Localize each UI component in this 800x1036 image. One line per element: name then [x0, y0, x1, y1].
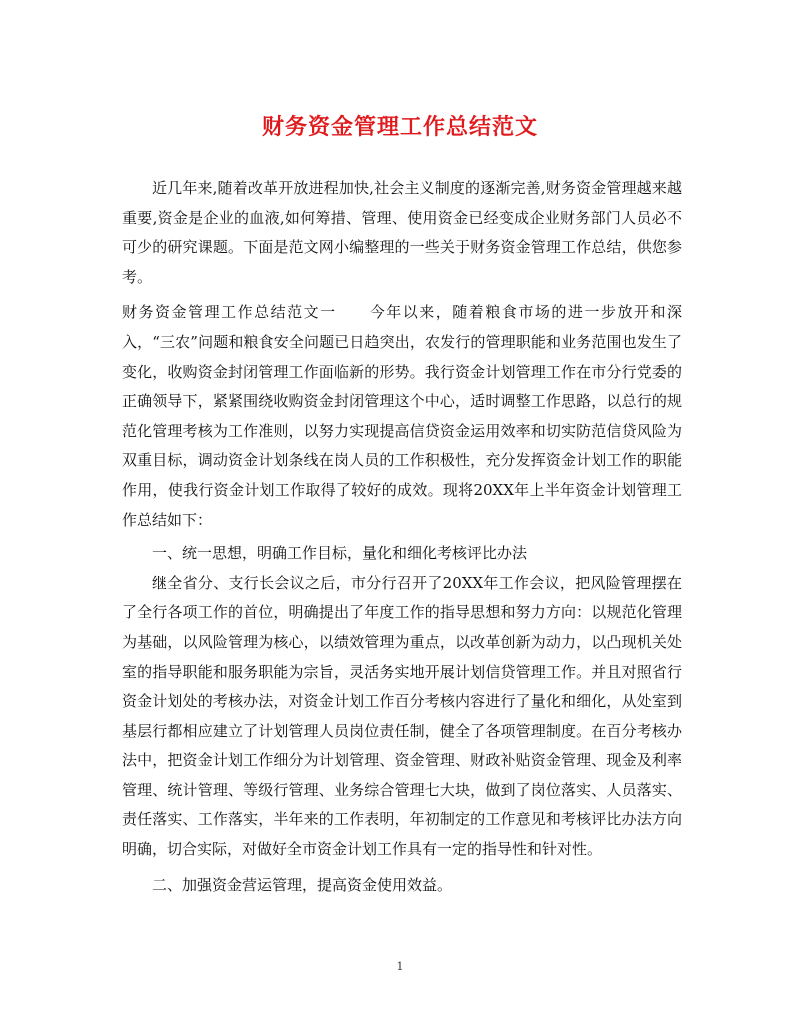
section-one-paragraph: 财务资金管理工作总结范文一 今年以来，随着粮食市场的进一步放开和深入，“三农”问题和粮食安全问题已日趋突出，农发行的管理职能和业务范围也发生了变化，收购资金封闭管理工作面临新的形势。我行资金计划管理工作在市分行党委的正确领导下，紧紧围绕收购资金封闭管理这个中心，适时调整工作思路，以总行的规范化管理考核为工作准则，以努力实现提高信贷资金运用效率和切实防范信贷风险为双重目标，调动资金计划条线在岗人员的工作积极性，充分发挥资金计划工作的职能作用，使我行资金计划工作取得了较好的成效。现将20XX年上半年资金计划管理工作总结如下：	[122, 303, 682, 529]
intro-paragraph: 近几年来,随着改革开放进程加快,社会主义制度的逐渐完善,财务资金管理越来越重要,资金是企业的血液,如何筹措、管理、使用资金已经变成企业财务部门人员必不可少的研究课题。下面是范文网小编整理的一些关于财务资金管理工作总结，供您参考。	[122, 179, 682, 286]
heading-one: 一、统一思想，明确工作目标，量化和细化考核评比办法	[152, 544, 528, 563]
heading-one-paragraph: 继全省分、支行长会议之后，市分行召开了20XX年工作会议，把风险管理摆在了全行各项工作的首位，明确提出了年度工作的指导思想和努力方向：以规范化管理为基础，以风险管理为核心，以绩效管理为重点，以改革创新为动力，以凸现机关处室的指导职能和服务职能为宗旨，灵活务实地开展计划信贷管理工作。并且对照省行资金计划处的考核办法，对资金计划工作百分考核内容进行了量化和细化，从处室到基层行都相应建立了计划管理人员岗位责任制，健全了各项管理制度。在百分考核办法中，把资金计划工作细分为计划管理、资金管理、财政补贴资金管理、现金及利率管理、统计管理、等级行管理、业务综合管理七大块，做到了岗位落实、人员落实、责任落实、工作落实，半年来的工作表明，年初制定的工作意见和考核评比办法方向明确，切合实际，对做好全市资金计划工作具有一定的指导性和针对性。	[122, 573, 682, 859]
document-body	[122, 174, 682, 900]
document-title: 财务资金管理工作总结范文	[261, 114, 538, 140]
page-number: 1	[396, 960, 404, 973]
heading-two: 二、加强资金营运管理，提高资金使用效益。	[152, 875, 453, 894]
